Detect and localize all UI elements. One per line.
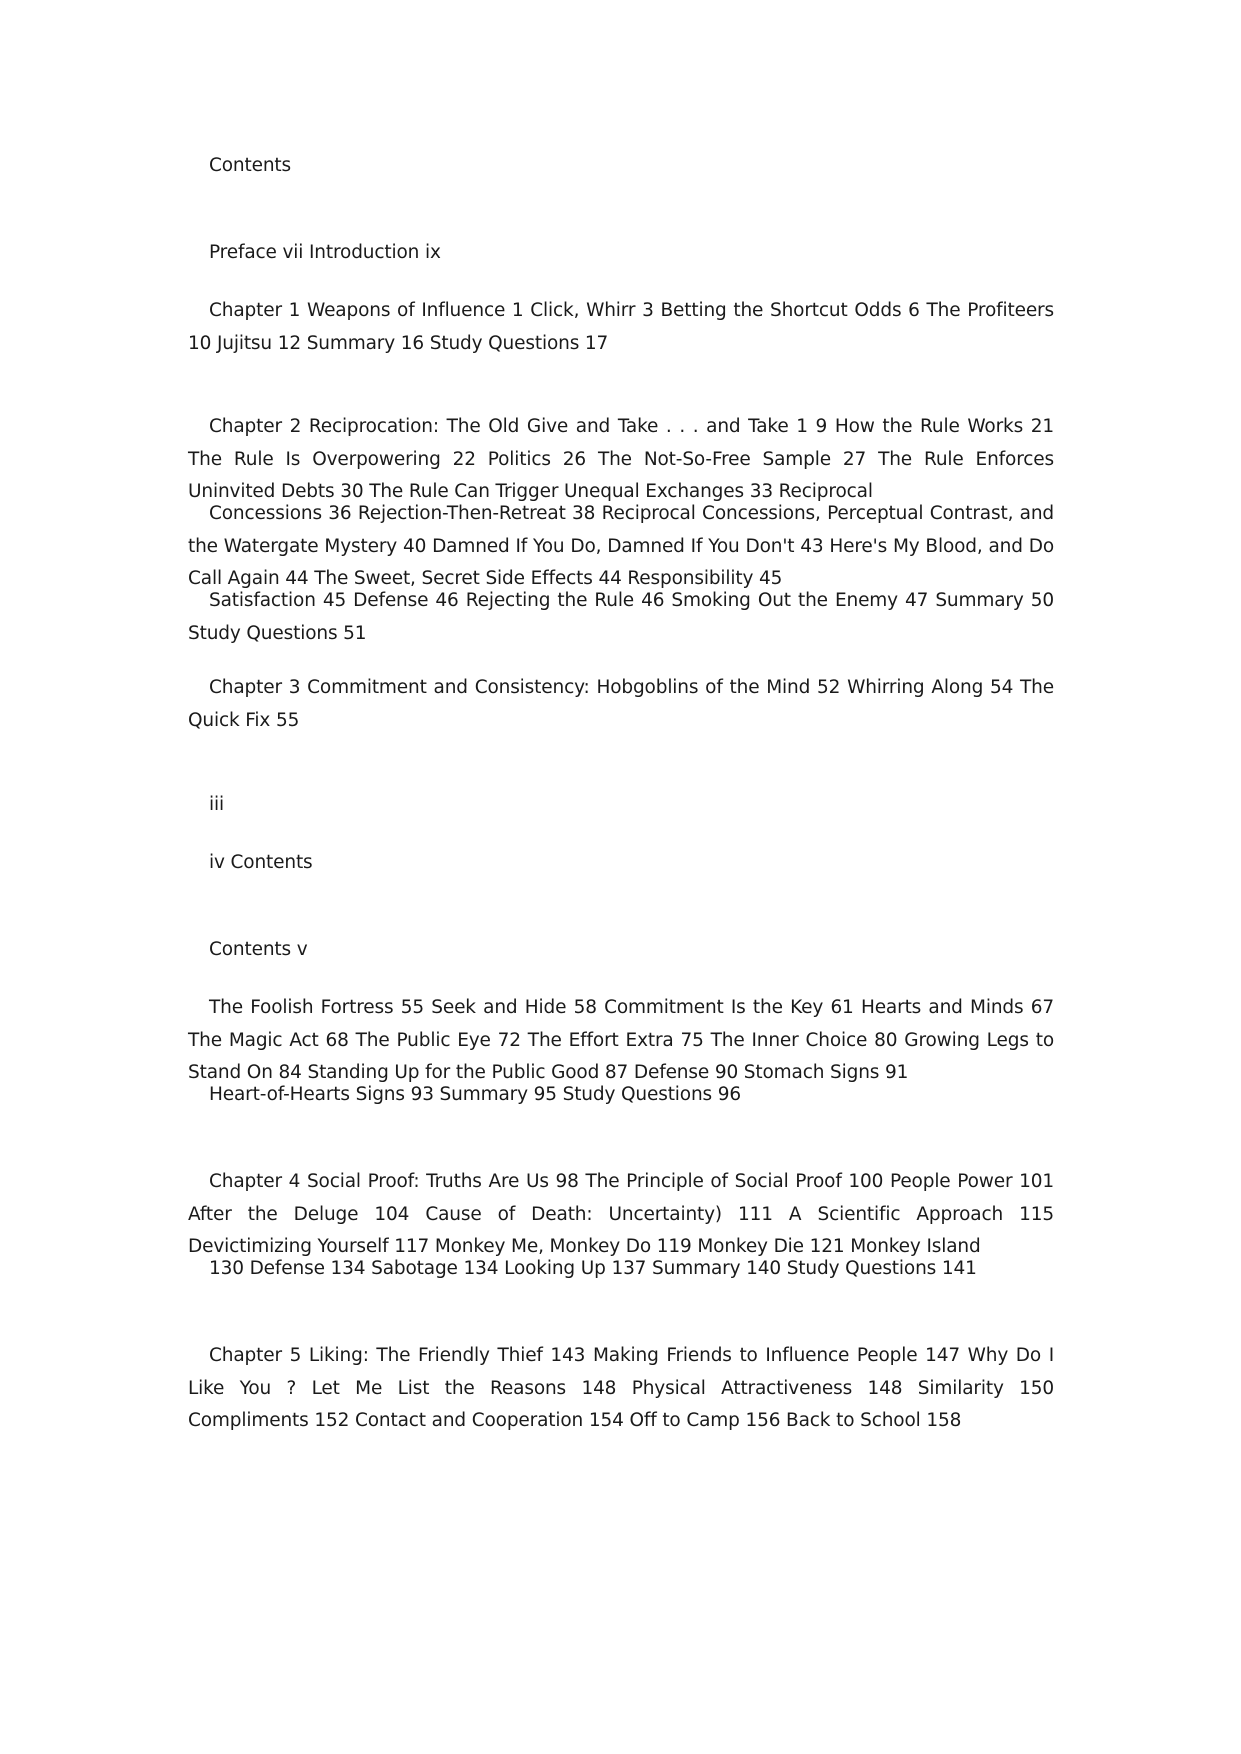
toc-chapter-2: Chapter 2 Reciprocation: The Old Give and Take . . . and Take 1 9 How the Rule Works 21 The Rule Is Overpowering 22 Politics 26 The Not-So-Free Sample 27 The Rule Enforces Uninvited Debts 30 The Rule Can Trigger Unequal Exchanges 33 Reciprocal	[188, 416, 1054, 503]
toc-chapter-4-cont: 130 Defense 134 Sabotage 134 Looking Up 137 Summary 140 Study Questions 141	[209, 1258, 977, 1279]
toc-chapter-1: Chapter 1 Weapons of Influence 1 Click, Whirr 3 Betting the Shortcut Odds 6 The Profiteers 10 Jujitsu 12 Summary 16 Study Questions 17	[188, 300, 1054, 354]
toc-chapter-3-cont-2: Heart-of-Hearts Signs 93 Summary 95 Study Questions 96	[209, 1084, 742, 1105]
heading-contents: Contents	[209, 155, 292, 176]
toc-chapter-4: Chapter 4 Social Proof: Truths Are Us 98 The Principle of Social Proof 100 People Power 101 After the Deluge 104 Cause of Death: Uncertainty) 111 A Scientific Approach 115 Devictimizing Yourself 117 Monkey Me, Monkey Do 119 Monkey Die 121 Monkey Island	[188, 1171, 1054, 1258]
toc-chapter-3: Chapter 3 Commitment and Consistency: Hobgoblins of the Mind 52 Whirring Along 54 The Quick Fix 55	[188, 677, 1054, 731]
toc-front-matter: Preface vii Introduction ix	[209, 242, 441, 263]
toc-chapter-2-cont-1: Concessions 36 Rejection-Then-Retreat 38 Reciprocal Concessions, Perceptual Contrast, and the Watergate Mystery 40 Damned If You Do, Damned If You Don't 43 Here's My Blood, and Do Call Again 44 The Sweet, Secret Side Effects 44 Responsibility 45	[188, 503, 1054, 590]
toc-chapter-3-cont-1: The Foolish Fortress 55 Seek and Hide 58 Commitment Is the Key 61 Hearts and Minds 67 The Magic Act 68 The Public Eye 72 The Effort Extra 75 The Inner Choice 80 Growing Legs to Stand On 84 Standing Up for the Public Good 87 Defense 90 Stomach Signs 91	[188, 997, 1054, 1084]
page-number-iii: iii	[209, 794, 224, 815]
running-header-v: Contents v	[209, 939, 308, 960]
running-header-iv: iv Contents	[209, 852, 313, 873]
toc-chapter-2-cont-2: Satisfaction 45 Defense 46 Rejecting the Rule 46 Smoking Out the Enemy 47 Summary 50 Study Questions 51	[188, 590, 1054, 644]
toc-chapter-5: Chapter 5 Liking: The Friendly Thief 143 Making Friends to Influence People 147 Why Do I Like You ? Let Me List the Reasons 148 Physical Attractiveness 148 Similarity 150 Compliments 152 Contact and Cooperation 154 Off to Camp 156 Back to School 158	[188, 1345, 1054, 1432]
